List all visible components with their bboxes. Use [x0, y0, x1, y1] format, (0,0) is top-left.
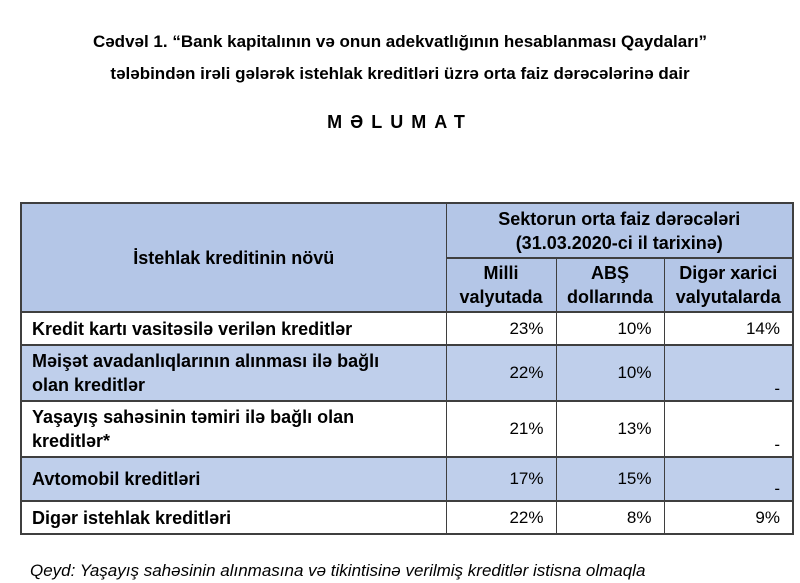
table-row: [21, 401, 793, 457]
usd-value: 13%: [556, 401, 664, 457]
usd-value: 8%: [556, 501, 664, 534]
usd-value: 10%: [556, 345, 664, 401]
melumat-heading: MƏLUMAT: [327, 112, 473, 132]
other-currency-value: -: [664, 457, 793, 501]
header-row-group: [21, 203, 793, 258]
other-currency-value: -: [664, 401, 793, 457]
caption-line-1: Cədvəl 1. “Bank kapitalının və onun adekvatlığının hesablanması Qaydaları”: [92, 32, 708, 51]
milli-value: 23%: [446, 312, 556, 345]
credit-type-label: Kredit kartı vasitəsilə verilən kreditlər: [21, 312, 446, 345]
rates-table: [20, 202, 794, 535]
credit-type-label: Məişət avadanlıqlarının alınması ilə bağlı olan kreditlər: [21, 345, 446, 401]
other-currency-value: 14%: [664, 312, 793, 345]
table-row: [21, 312, 793, 345]
credit-type-label: Digər istehlak kreditləri: [21, 501, 446, 534]
column-header-credit-type: İstehlak kreditinin növü: [21, 203, 446, 312]
table-row: [21, 457, 793, 501]
footnote: Qeyd: Yaşayış sahəsinin alınmasına və tikintisinə verilmiş kreditlər istisna olmaqla: [30, 561, 646, 580]
group-header-line-2: (31.03.2020-ci il tarixinə): [515, 232, 723, 253]
milli-value: 17%: [446, 457, 556, 501]
other-currency-value: 9%: [664, 501, 793, 534]
group-header-line-1: Sektorun orta faiz dərəcələri: [498, 208, 741, 229]
column-header-milli-valyutada: Milli valyutada: [446, 258, 556, 312]
column-header-abs-dollarinda: ABŞ dollarında: [556, 258, 664, 312]
table-caption: [0, 0, 800, 90]
usd-value: 15%: [556, 457, 664, 501]
credit-type-label: Avtomobil kreditləri: [21, 457, 446, 501]
milli-value: 21%: [446, 401, 556, 457]
table-row: [21, 501, 793, 534]
table-row: [21, 345, 793, 401]
caption-line-2: tələbindən irəli gələrək istehlak kreditləri üzrə orta faiz dərəcələrinə dair: [110, 64, 690, 83]
column-group-header: [446, 203, 793, 258]
other-currency-value: -: [664, 345, 793, 401]
column-header-diger-xarici: Digər xarici valyutalarda: [664, 258, 793, 312]
milli-value: 22%: [446, 345, 556, 401]
usd-value: 10%: [556, 312, 664, 345]
milli-value: 22%: [446, 501, 556, 534]
credit-type-label: Yaşayış sahəsinin təmiri ilə bağlı olan kreditlər*: [21, 401, 446, 457]
